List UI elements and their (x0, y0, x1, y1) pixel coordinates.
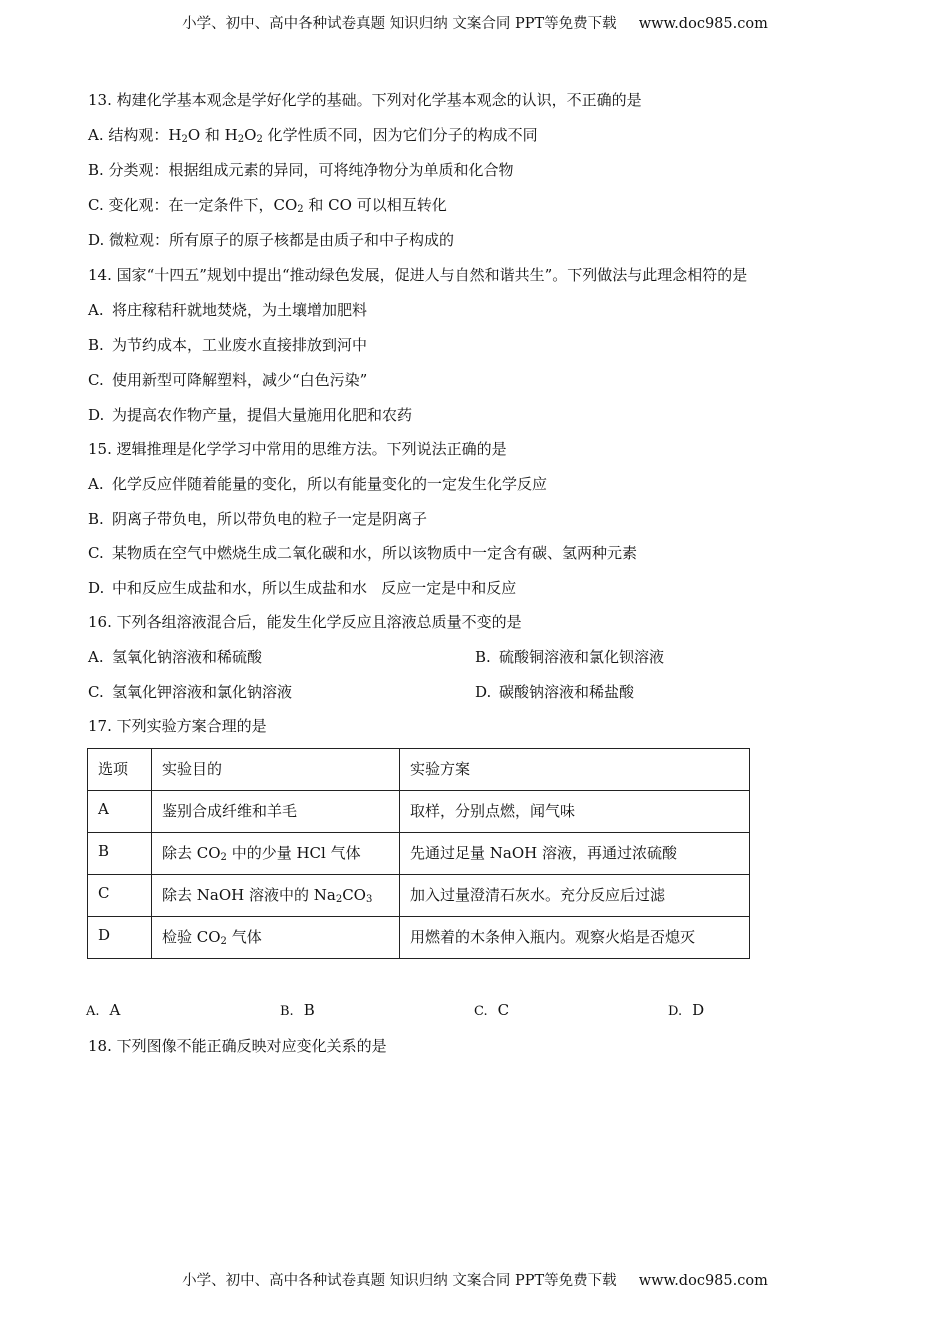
q13-a-mid1: O 和 H (187, 126, 238, 144)
q13-option-a[interactable] (88, 125, 538, 145)
row-d-option: D (88, 917, 152, 959)
q14-d-label: D. (88, 406, 105, 424)
q15-c-text: 某物质在空气中燃烧生成二氧化碳和水，所以该物质中一定含有碳、氢两种元素 (112, 544, 638, 562)
q14-a-label: A. (88, 301, 104, 319)
q14-b-label: B. (88, 336, 104, 354)
q17-answer-d[interactable] (668, 1001, 704, 1019)
q13-a-post: 化学性质不同，因为它们分子的构成不同 (262, 126, 538, 144)
row-d-goal (152, 917, 400, 959)
q15-option-c[interactable] (88, 543, 637, 563)
q17-plan-table (87, 748, 750, 959)
footer-site-link[interactable]: www.doc985.com (638, 1273, 768, 1289)
footer-text: 小学、初中、高中各种试卷真题 知识归纳 文案合同 PPT等免费下载 (182, 1273, 617, 1289)
answer-b-label: B. (280, 1004, 294, 1019)
row-c-goal-mid: CO (342, 886, 366, 904)
page-footer (0, 1269, 950, 1290)
q14-c-text: 使用新型可降解塑料，减少“白色污染” (112, 371, 368, 389)
q16-b-label: B. (475, 648, 491, 666)
answer-c-label: C. (474, 1004, 488, 1019)
row-c-plan: 加入过量澄清石灰水。充分反应后过滤 (400, 875, 750, 917)
q17-answer-b[interactable] (280, 1001, 315, 1019)
q16-d-label: D. (475, 683, 492, 701)
q16-d-text: 碳酸钠溶液和稀盐酸 (499, 683, 635, 701)
q14-stem: 14. 国家“十四五”规划中提出“推动绿色发展，促进人与自然和谐共生”。下列做法与此理念相符的是 (88, 266, 748, 284)
q16-b-text: 硫酸铜溶液和氯化钡溶液 (499, 648, 665, 666)
q14-c-label: C. (88, 371, 104, 389)
row-c-option: C (88, 875, 152, 917)
row-b-plan: 先通过足量 NaOH 溶液，再通过浓硫酸 (400, 833, 750, 875)
header-plan: 实验方案 (400, 749, 750, 791)
row-b-goal-pre: 除去 CO (162, 844, 221, 862)
q15-option-d[interactable] (88, 578, 516, 598)
q14-b-text: 为节约成本，工业废水直接排放到河中 (112, 336, 368, 354)
q16-stem: 16. 下列各组溶液混合后，能发生化学反应且溶液总质量不变的是 (88, 613, 522, 631)
q16-option-b[interactable] (475, 647, 664, 667)
q14-option-b[interactable] (88, 335, 367, 355)
row-a-plan: 取样，分别点燃，闻气味 (400, 791, 750, 833)
row-d-goal-post: 气体 (226, 928, 262, 946)
q13-stem: 13. 构建化学基本观念是学好化学的基础。下列对化学基本观念的认识，不正确的是 (88, 91, 642, 109)
answer-b-value: B (303, 1001, 315, 1019)
header-option: 选项 (88, 749, 152, 791)
q14-d-text: 为提高农作物产量，提倡大量施用化肥和农药 (112, 406, 413, 424)
q15-option-b[interactable] (88, 509, 427, 529)
q13-a-sub1: 2 (181, 134, 188, 145)
q13-option-d[interactable]: D. 微粒观：所有原子的原子核都是由质子和中子构成的 (88, 231, 455, 249)
row-a-goal: 鉴别合成纤维和羊毛 (152, 791, 400, 833)
q14-option-d[interactable] (88, 405, 412, 425)
q13-option-b[interactable]: B. 分类观：根据组成元素的异同，可将纯净物分为单质和化合物 (88, 161, 514, 179)
q15-option-a[interactable] (88, 474, 547, 494)
q15-d-label: D. (88, 579, 105, 597)
q16-c-text: 氢氧化钾溶液和氯化钠溶液 (112, 683, 293, 701)
q13-a-sub2: 2 (237, 134, 245, 145)
q17-answer-a[interactable] (86, 1001, 120, 1019)
q15-a-label: A. (88, 475, 104, 493)
q13-option-c[interactable] (88, 195, 447, 215)
row-d-goal-pre: 检验 CO (162, 928, 221, 946)
answer-d-value: D (692, 1001, 705, 1019)
table-header-row (88, 749, 750, 791)
q13-c-sub: 2 (297, 204, 304, 215)
row-c-goal (152, 875, 400, 917)
table-row (88, 791, 750, 833)
q13-a-sub3: 2 (256, 134, 263, 145)
header-text: 小学、初中、高中各种试卷真题 知识归纳 文案合同 PPT等免费下载 (182, 16, 617, 32)
q13-c-pre: C. 变化观：在一定条件下，CO (88, 196, 298, 214)
q17-answer-c[interactable] (474, 1001, 509, 1019)
q16-a-text: 氢氧化钠溶液和稀硫酸 (112, 648, 263, 666)
q15-d-text: 中和反应生成盐和水，所以生成盐和水 反应一定是中和反应 (112, 579, 517, 597)
q14-option-a[interactable] (88, 300, 367, 320)
table-row (88, 875, 750, 917)
table-row (88, 833, 750, 875)
answer-a-value: A (109, 1001, 121, 1019)
q16-option-c[interactable] (88, 682, 292, 702)
q16-option-d[interactable] (475, 682, 634, 702)
answer-d-label: D. (668, 1004, 683, 1019)
answer-a-label: A. (86, 1004, 100, 1019)
table-row (88, 917, 750, 959)
q15-a-text: 化学反应伴随着能量的变化，所以有能量变化的一定发生化学反应 (112, 475, 548, 493)
q13-a-pre: A. 结构观：H (88, 126, 182, 144)
q15-stem: 15. 逻辑推理是化学学习中常用的思维方法。下列说法正确的是 (88, 440, 507, 458)
q16-a-label: A. (88, 648, 104, 666)
header-site-link[interactable]: www.doc985.com (638, 16, 768, 32)
page-header (0, 12, 950, 33)
header-goal: 实验目的 (152, 749, 400, 791)
q13-a-mid2: O (244, 126, 257, 144)
row-c-goal-sub2: 3 (365, 894, 373, 905)
q17-stem: 17. 下列实验方案合理的是 (88, 717, 267, 735)
row-c-goal-pre: 除去 NaOH 溶液中的 Na (162, 886, 336, 904)
row-d-plan: 用燃着的木条伸入瓶内。观察火焰是否熄灭 (400, 917, 750, 959)
row-b-goal-sub: 2 (220, 852, 227, 863)
row-b-goal (152, 833, 400, 875)
q13-c-post: 和 CO 可以相互转化 (303, 196, 447, 214)
answer-c-value: C (497, 1001, 510, 1019)
q18-stem: 18. 下列图像不能正确反映对应变化关系的是 (88, 1037, 387, 1055)
q15-b-text: 阴离子带负电，所以带负电的粒子一定是阴离子 (112, 510, 428, 528)
row-c-goal-sub1: 2 (335, 894, 343, 905)
row-b-goal-post: 中的少量 HCl 气体 (226, 844, 361, 862)
q14-a-text: 将庄稼秸秆就地焚烧，为土壤增加肥料 (112, 301, 368, 319)
q15-c-label: C. (88, 544, 104, 562)
q14-option-c[interactable] (88, 370, 367, 390)
q16-option-a[interactable] (88, 647, 262, 667)
q15-b-label: B. (88, 510, 104, 528)
q16-c-label: C. (88, 683, 104, 701)
row-a-option: A (88, 791, 152, 833)
row-d-goal-sub: 2 (220, 936, 227, 947)
row-b-option: B (88, 833, 152, 875)
